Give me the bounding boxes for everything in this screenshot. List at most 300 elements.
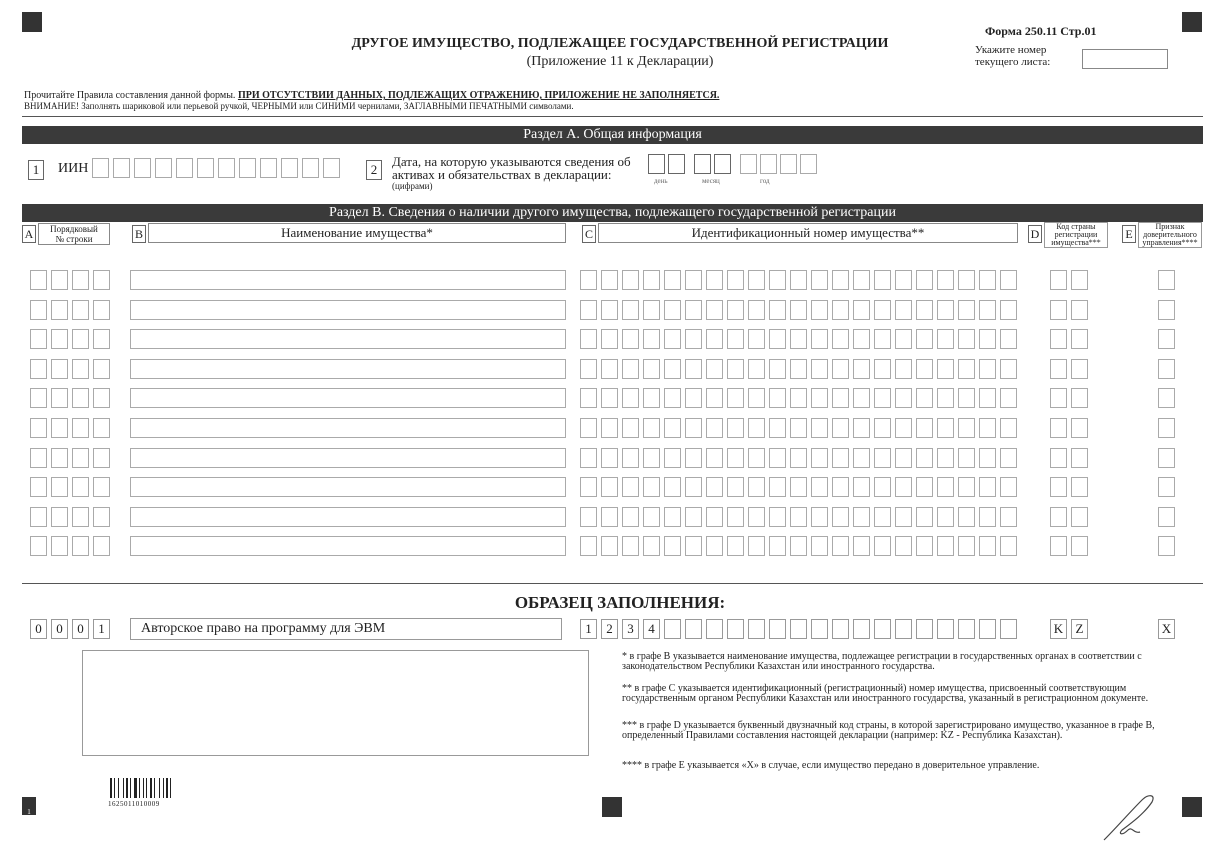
id-number-cell[interactable] bbox=[832, 536, 849, 556]
id-number-cell[interactable] bbox=[958, 388, 975, 408]
id-number-cell[interactable] bbox=[727, 388, 744, 408]
iin-cell[interactable] bbox=[239, 158, 256, 178]
id-number-cell[interactable] bbox=[958, 300, 975, 320]
id-number-cell[interactable] bbox=[580, 329, 597, 349]
id-number-cell[interactable] bbox=[1000, 270, 1017, 290]
id-number-cell[interactable] bbox=[958, 507, 975, 527]
row-number-cell[interactable] bbox=[30, 477, 47, 497]
id-number-cell[interactable] bbox=[895, 477, 912, 497]
id-number-cell[interactable] bbox=[601, 536, 618, 556]
id-number-cell[interactable] bbox=[727, 448, 744, 468]
country-code-cell[interactable] bbox=[1050, 329, 1067, 349]
id-number-cell[interactable] bbox=[685, 507, 702, 527]
id-number-cell[interactable] bbox=[916, 507, 933, 527]
id-number-cell[interactable] bbox=[832, 418, 849, 438]
property-name-input[interactable] bbox=[130, 536, 566, 556]
country-code-cell[interactable] bbox=[1071, 388, 1088, 408]
id-number-cell[interactable] bbox=[790, 300, 807, 320]
country-code-cell[interactable] bbox=[1071, 329, 1088, 349]
id-number-cell[interactable] bbox=[685, 418, 702, 438]
id-number-cell[interactable] bbox=[769, 329, 786, 349]
id-number-cell[interactable] bbox=[601, 448, 618, 468]
id-number-cell[interactable] bbox=[706, 388, 723, 408]
id-number-cell[interactable] bbox=[664, 507, 681, 527]
id-number-cell[interactable] bbox=[748, 388, 765, 408]
id-number-cell[interactable] bbox=[664, 448, 681, 468]
id-number-cell[interactable] bbox=[748, 418, 765, 438]
id-number-cell[interactable] bbox=[874, 300, 891, 320]
row-number-cell[interactable] bbox=[51, 388, 68, 408]
id-number-cell[interactable] bbox=[664, 418, 681, 438]
id-number-cell[interactable] bbox=[1000, 448, 1017, 468]
id-number-cell[interactable] bbox=[958, 270, 975, 290]
id-number-cell[interactable] bbox=[643, 388, 660, 408]
id-number-cell[interactable] bbox=[748, 477, 765, 497]
id-number-cell[interactable] bbox=[874, 507, 891, 527]
id-number-cell[interactable] bbox=[727, 270, 744, 290]
id-number-cell[interactable] bbox=[622, 507, 639, 527]
trust-flag-cell[interactable] bbox=[1158, 418, 1175, 438]
row-number-cell[interactable] bbox=[93, 270, 110, 290]
id-number-cell[interactable] bbox=[937, 270, 954, 290]
id-number-cell[interactable] bbox=[979, 477, 996, 497]
id-number-cell[interactable] bbox=[979, 329, 996, 349]
id-number-cell[interactable] bbox=[622, 329, 639, 349]
row-number-cell[interactable] bbox=[72, 507, 89, 527]
id-number-cell[interactable] bbox=[895, 418, 912, 438]
id-number-cell[interactable] bbox=[979, 270, 996, 290]
id-number-cell[interactable] bbox=[979, 536, 996, 556]
row-number-cell[interactable] bbox=[30, 329, 47, 349]
row-number-cell[interactable] bbox=[51, 300, 68, 320]
id-number-cell[interactable] bbox=[622, 448, 639, 468]
id-number-cell[interactable] bbox=[643, 448, 660, 468]
comment-box[interactable] bbox=[82, 650, 589, 756]
row-number-cell[interactable] bbox=[93, 448, 110, 468]
row-number-cell[interactable] bbox=[51, 359, 68, 379]
id-number-cell[interactable] bbox=[1000, 536, 1017, 556]
id-number-cell[interactable] bbox=[769, 359, 786, 379]
id-number-cell[interactable] bbox=[874, 477, 891, 497]
id-number-cell[interactable] bbox=[706, 418, 723, 438]
id-number-cell[interactable] bbox=[1000, 329, 1017, 349]
id-number-cell[interactable] bbox=[853, 359, 870, 379]
id-number-cell[interactable] bbox=[769, 418, 786, 438]
id-number-cell[interactable] bbox=[1000, 388, 1017, 408]
id-number-cell[interactable] bbox=[601, 359, 618, 379]
id-number-cell[interactable] bbox=[853, 477, 870, 497]
id-number-cell[interactable] bbox=[727, 507, 744, 527]
id-number-cell[interactable] bbox=[580, 388, 597, 408]
id-number-cell[interactable] bbox=[811, 448, 828, 468]
iin-cell[interactable] bbox=[197, 158, 214, 178]
row-number-cell[interactable] bbox=[51, 536, 68, 556]
row-number-cell[interactable] bbox=[72, 270, 89, 290]
id-number-cell[interactable] bbox=[601, 388, 618, 408]
id-number-cell[interactable] bbox=[811, 270, 828, 290]
id-number-cell[interactable] bbox=[958, 359, 975, 379]
id-number-cell[interactable] bbox=[916, 477, 933, 497]
id-number-cell[interactable] bbox=[748, 507, 765, 527]
id-number-cell[interactable] bbox=[853, 270, 870, 290]
id-number-cell[interactable] bbox=[790, 359, 807, 379]
id-number-cell[interactable] bbox=[580, 536, 597, 556]
property-name-input[interactable] bbox=[130, 507, 566, 527]
id-number-cell[interactable] bbox=[958, 329, 975, 349]
row-number-cell[interactable] bbox=[72, 477, 89, 497]
row-number-cell[interactable] bbox=[72, 418, 89, 438]
row-number-cell[interactable] bbox=[72, 329, 89, 349]
id-number-cell[interactable] bbox=[832, 448, 849, 468]
row-number-cell[interactable] bbox=[51, 507, 68, 527]
id-number-cell[interactable] bbox=[979, 300, 996, 320]
country-code-cell[interactable] bbox=[1050, 300, 1067, 320]
id-number-cell[interactable] bbox=[748, 448, 765, 468]
row-number-cell[interactable] bbox=[93, 388, 110, 408]
country-code-cell[interactable] bbox=[1050, 477, 1067, 497]
id-number-cell[interactable] bbox=[580, 270, 597, 290]
id-number-cell[interactable] bbox=[937, 418, 954, 438]
row-number-cell[interactable] bbox=[51, 329, 68, 349]
id-number-cell[interactable] bbox=[937, 448, 954, 468]
id-number-cell[interactable] bbox=[979, 507, 996, 527]
id-number-cell[interactable] bbox=[706, 536, 723, 556]
id-number-cell[interactable] bbox=[769, 536, 786, 556]
trust-flag-cell[interactable] bbox=[1158, 536, 1175, 556]
id-number-cell[interactable] bbox=[580, 448, 597, 468]
row-number-cell[interactable] bbox=[93, 329, 110, 349]
id-number-cell[interactable] bbox=[706, 270, 723, 290]
row-number-cell[interactable] bbox=[30, 507, 47, 527]
id-number-cell[interactable] bbox=[916, 536, 933, 556]
row-number-cell[interactable] bbox=[51, 418, 68, 438]
id-number-cell[interactable] bbox=[748, 536, 765, 556]
trust-flag-cell[interactable] bbox=[1158, 270, 1175, 290]
id-number-cell[interactable] bbox=[601, 477, 618, 497]
id-number-cell[interactable] bbox=[1000, 507, 1017, 527]
trust-flag-cell[interactable] bbox=[1158, 388, 1175, 408]
id-number-cell[interactable] bbox=[601, 270, 618, 290]
iin-cell[interactable] bbox=[176, 158, 193, 178]
row-number-cell[interactable] bbox=[51, 448, 68, 468]
country-code-cell[interactable] bbox=[1050, 536, 1067, 556]
country-code-cell[interactable] bbox=[1071, 448, 1088, 468]
id-number-cell[interactable] bbox=[790, 418, 807, 438]
id-number-cell[interactable] bbox=[874, 536, 891, 556]
id-number-cell[interactable] bbox=[685, 536, 702, 556]
id-number-cell[interactable] bbox=[853, 536, 870, 556]
id-number-cell[interactable] bbox=[664, 477, 681, 497]
property-name-input[interactable] bbox=[130, 329, 566, 349]
trust-flag-cell[interactable] bbox=[1158, 359, 1175, 379]
id-number-cell[interactable] bbox=[580, 507, 597, 527]
row-number-cell[interactable] bbox=[30, 388, 47, 408]
id-number-cell[interactable] bbox=[811, 388, 828, 408]
id-number-cell[interactable] bbox=[748, 329, 765, 349]
id-number-cell[interactable] bbox=[601, 300, 618, 320]
id-number-cell[interactable] bbox=[916, 448, 933, 468]
id-number-cell[interactable] bbox=[769, 507, 786, 527]
iin-cell[interactable] bbox=[155, 158, 172, 178]
id-number-cell[interactable] bbox=[664, 300, 681, 320]
id-number-cell[interactable] bbox=[1000, 477, 1017, 497]
id-number-cell[interactable] bbox=[790, 477, 807, 497]
id-number-cell[interactable] bbox=[937, 477, 954, 497]
id-number-cell[interactable] bbox=[643, 418, 660, 438]
id-number-cell[interactable] bbox=[643, 477, 660, 497]
id-number-cell[interactable] bbox=[727, 329, 744, 349]
country-code-cell[interactable] bbox=[1071, 418, 1088, 438]
id-number-cell[interactable] bbox=[580, 418, 597, 438]
id-number-cell[interactable] bbox=[664, 359, 681, 379]
id-number-cell[interactable] bbox=[916, 270, 933, 290]
date-year-cell[interactable] bbox=[800, 154, 817, 174]
trust-flag-cell[interactable] bbox=[1158, 329, 1175, 349]
id-number-cell[interactable] bbox=[769, 477, 786, 497]
date-month-cell[interactable] bbox=[694, 154, 711, 174]
date-day-cell[interactable] bbox=[668, 154, 685, 174]
id-number-cell[interactable] bbox=[895, 329, 912, 349]
row-number-cell[interactable] bbox=[30, 300, 47, 320]
id-number-cell[interactable] bbox=[643, 300, 660, 320]
id-number-cell[interactable] bbox=[874, 418, 891, 438]
row-number-cell[interactable] bbox=[72, 300, 89, 320]
row-number-cell[interactable] bbox=[93, 359, 110, 379]
id-number-cell[interactable] bbox=[979, 359, 996, 379]
id-number-cell[interactable] bbox=[748, 270, 765, 290]
id-number-cell[interactable] bbox=[853, 418, 870, 438]
id-number-cell[interactable] bbox=[622, 477, 639, 497]
id-number-cell[interactable] bbox=[769, 300, 786, 320]
id-number-cell[interactable] bbox=[622, 270, 639, 290]
iin-cell[interactable] bbox=[113, 158, 130, 178]
country-code-cell[interactable] bbox=[1071, 477, 1088, 497]
id-number-cell[interactable] bbox=[769, 388, 786, 408]
country-code-cell[interactable] bbox=[1071, 536, 1088, 556]
country-code-cell[interactable] bbox=[1050, 270, 1067, 290]
row-number-cell[interactable] bbox=[93, 418, 110, 438]
id-number-cell[interactable] bbox=[790, 388, 807, 408]
id-number-cell[interactable] bbox=[685, 270, 702, 290]
country-code-cell[interactable] bbox=[1071, 507, 1088, 527]
id-number-cell[interactable] bbox=[580, 300, 597, 320]
id-number-cell[interactable] bbox=[664, 388, 681, 408]
property-name-input[interactable] bbox=[130, 270, 566, 290]
iin-cell[interactable] bbox=[260, 158, 277, 178]
row-number-cell[interactable] bbox=[72, 359, 89, 379]
id-number-cell[interactable] bbox=[832, 329, 849, 349]
row-number-cell[interactable] bbox=[93, 477, 110, 497]
trust-flag-cell[interactable] bbox=[1158, 300, 1175, 320]
country-code-cell[interactable] bbox=[1050, 359, 1067, 379]
id-number-cell[interactable] bbox=[937, 359, 954, 379]
property-name-input[interactable] bbox=[130, 300, 566, 320]
id-number-cell[interactable] bbox=[643, 536, 660, 556]
id-number-cell[interactable] bbox=[874, 388, 891, 408]
id-number-cell[interactable] bbox=[874, 329, 891, 349]
id-number-cell[interactable] bbox=[895, 270, 912, 290]
id-number-cell[interactable] bbox=[916, 300, 933, 320]
id-number-cell[interactable] bbox=[790, 329, 807, 349]
id-number-cell[interactable] bbox=[685, 359, 702, 379]
date-year-cell[interactable] bbox=[760, 154, 777, 174]
property-name-input[interactable] bbox=[130, 388, 566, 408]
id-number-cell[interactable] bbox=[937, 536, 954, 556]
id-number-cell[interactable] bbox=[685, 300, 702, 320]
id-number-cell[interactable] bbox=[622, 359, 639, 379]
id-number-cell[interactable] bbox=[601, 507, 618, 527]
id-number-cell[interactable] bbox=[979, 418, 996, 438]
trust-flag-cell[interactable] bbox=[1158, 448, 1175, 468]
property-name-input[interactable] bbox=[130, 359, 566, 379]
id-number-cell[interactable] bbox=[874, 359, 891, 379]
id-number-cell[interactable] bbox=[811, 359, 828, 379]
id-number-cell[interactable] bbox=[874, 448, 891, 468]
date-year-cell[interactable] bbox=[740, 154, 757, 174]
row-number-cell[interactable] bbox=[30, 448, 47, 468]
id-number-cell[interactable] bbox=[811, 300, 828, 320]
id-number-cell[interactable] bbox=[580, 359, 597, 379]
id-number-cell[interactable] bbox=[601, 418, 618, 438]
id-number-cell[interactable] bbox=[727, 359, 744, 379]
id-number-cell[interactable] bbox=[685, 477, 702, 497]
country-code-cell[interactable] bbox=[1071, 359, 1088, 379]
id-number-cell[interactable] bbox=[916, 418, 933, 438]
id-number-cell[interactable] bbox=[643, 270, 660, 290]
id-number-cell[interactable] bbox=[832, 507, 849, 527]
sheet-number-input[interactable] bbox=[1082, 49, 1168, 69]
id-number-cell[interactable] bbox=[706, 477, 723, 497]
iin-cell[interactable] bbox=[281, 158, 298, 178]
id-number-cell[interactable] bbox=[895, 507, 912, 527]
id-number-cell[interactable] bbox=[895, 388, 912, 408]
id-number-cell[interactable] bbox=[769, 270, 786, 290]
row-number-cell[interactable] bbox=[51, 270, 68, 290]
id-number-cell[interactable] bbox=[727, 477, 744, 497]
row-number-cell[interactable] bbox=[30, 270, 47, 290]
iin-cell[interactable] bbox=[302, 158, 319, 178]
id-number-cell[interactable] bbox=[958, 418, 975, 438]
id-number-cell[interactable] bbox=[727, 418, 744, 438]
row-number-cell[interactable] bbox=[93, 507, 110, 527]
id-number-cell[interactable] bbox=[643, 329, 660, 349]
id-number-cell[interactable] bbox=[853, 388, 870, 408]
id-number-cell[interactable] bbox=[895, 536, 912, 556]
row-number-cell[interactable] bbox=[30, 359, 47, 379]
id-number-cell[interactable] bbox=[832, 477, 849, 497]
id-number-cell[interactable] bbox=[685, 329, 702, 349]
id-number-cell[interactable] bbox=[622, 536, 639, 556]
id-number-cell[interactable] bbox=[790, 448, 807, 468]
id-number-cell[interactable] bbox=[706, 507, 723, 527]
trust-flag-cell[interactable] bbox=[1158, 507, 1175, 527]
id-number-cell[interactable] bbox=[853, 329, 870, 349]
id-number-cell[interactable] bbox=[853, 507, 870, 527]
id-number-cell[interactable] bbox=[664, 270, 681, 290]
id-number-cell[interactable] bbox=[853, 300, 870, 320]
id-number-cell[interactable] bbox=[601, 329, 618, 349]
property-name-input[interactable] bbox=[130, 448, 566, 468]
country-code-cell[interactable] bbox=[1050, 448, 1067, 468]
row-number-cell[interactable] bbox=[93, 536, 110, 556]
id-number-cell[interactable] bbox=[853, 448, 870, 468]
id-number-cell[interactable] bbox=[790, 507, 807, 527]
iin-cell[interactable] bbox=[218, 158, 235, 178]
date-year-cell[interactable] bbox=[780, 154, 797, 174]
id-number-cell[interactable] bbox=[790, 536, 807, 556]
id-number-cell[interactable] bbox=[832, 388, 849, 408]
country-code-cell[interactable] bbox=[1050, 388, 1067, 408]
id-number-cell[interactable] bbox=[958, 448, 975, 468]
id-number-cell[interactable] bbox=[937, 388, 954, 408]
iin-cell[interactable] bbox=[134, 158, 151, 178]
id-number-cell[interactable] bbox=[916, 329, 933, 349]
id-number-cell[interactable] bbox=[643, 359, 660, 379]
id-number-cell[interactable] bbox=[643, 507, 660, 527]
id-number-cell[interactable] bbox=[895, 359, 912, 379]
row-number-cell[interactable] bbox=[30, 418, 47, 438]
country-code-cell[interactable] bbox=[1071, 300, 1088, 320]
property-name-input[interactable] bbox=[130, 477, 566, 497]
id-number-cell[interactable] bbox=[895, 300, 912, 320]
id-number-cell[interactable] bbox=[1000, 418, 1017, 438]
id-number-cell[interactable] bbox=[958, 536, 975, 556]
row-number-cell[interactable] bbox=[72, 448, 89, 468]
id-number-cell[interactable] bbox=[811, 329, 828, 349]
id-number-cell[interactable] bbox=[622, 418, 639, 438]
id-number-cell[interactable] bbox=[832, 359, 849, 379]
id-number-cell[interactable] bbox=[937, 507, 954, 527]
row-number-cell[interactable] bbox=[51, 477, 68, 497]
id-number-cell[interactable] bbox=[811, 418, 828, 438]
row-number-cell[interactable] bbox=[30, 536, 47, 556]
id-number-cell[interactable] bbox=[958, 477, 975, 497]
date-month-cell[interactable] bbox=[714, 154, 731, 174]
id-number-cell[interactable] bbox=[706, 359, 723, 379]
id-number-cell[interactable] bbox=[832, 270, 849, 290]
id-number-cell[interactable] bbox=[622, 300, 639, 320]
id-number-cell[interactable] bbox=[937, 300, 954, 320]
id-number-cell[interactable] bbox=[916, 359, 933, 379]
id-number-cell[interactable] bbox=[790, 270, 807, 290]
id-number-cell[interactable] bbox=[1000, 359, 1017, 379]
row-number-cell[interactable] bbox=[72, 388, 89, 408]
id-number-cell[interactable] bbox=[727, 300, 744, 320]
id-number-cell[interactable] bbox=[706, 448, 723, 468]
id-number-cell[interactable] bbox=[748, 300, 765, 320]
trust-flag-cell[interactable] bbox=[1158, 477, 1175, 497]
id-number-cell[interactable] bbox=[580, 477, 597, 497]
id-number-cell[interactable] bbox=[811, 477, 828, 497]
id-number-cell[interactable] bbox=[937, 329, 954, 349]
iin-cell[interactable] bbox=[323, 158, 340, 178]
id-number-cell[interactable] bbox=[685, 388, 702, 408]
id-number-cell[interactable] bbox=[685, 448, 702, 468]
id-number-cell[interactable] bbox=[979, 388, 996, 408]
date-day-cell[interactable] bbox=[648, 154, 665, 174]
id-number-cell[interactable] bbox=[916, 388, 933, 408]
row-number-cell[interactable] bbox=[93, 300, 110, 320]
id-number-cell[interactable] bbox=[895, 448, 912, 468]
iin-cell[interactable] bbox=[92, 158, 109, 178]
id-number-cell[interactable] bbox=[1000, 300, 1017, 320]
id-number-cell[interactable] bbox=[622, 388, 639, 408]
id-number-cell[interactable] bbox=[706, 300, 723, 320]
country-code-cell[interactable] bbox=[1071, 270, 1088, 290]
id-number-cell[interactable] bbox=[979, 448, 996, 468]
country-code-cell[interactable] bbox=[1050, 418, 1067, 438]
row-number-cell[interactable] bbox=[72, 536, 89, 556]
